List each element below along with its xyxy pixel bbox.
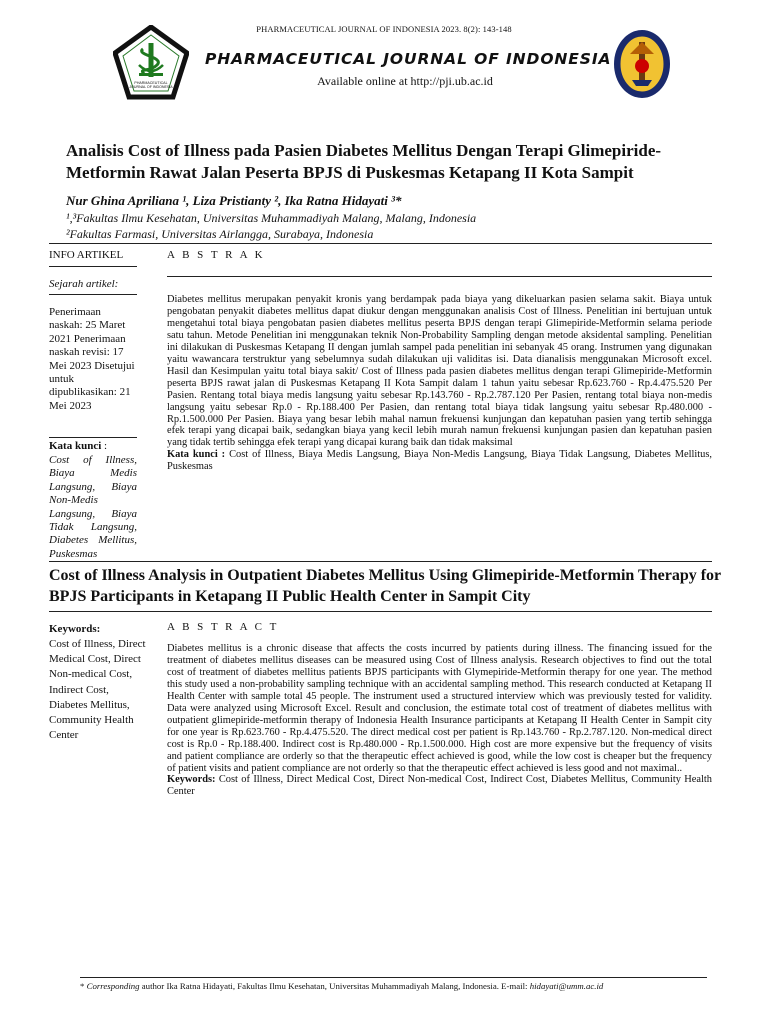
divider-middle xyxy=(49,561,712,562)
footnote-corresponding: Corresponding xyxy=(86,981,140,991)
kata-kunci-list: Cost of Illness, Biaya Medis Langsung, Biaya Non-Medis Langsung, Biaya Tidak Langsung, Diabetes Mellitus, Puskesmas xyxy=(49,454,137,560)
abstract-heading: A B S T R A C T xyxy=(167,621,279,633)
journal-availability: Available online at http://pji.ub.ac.id xyxy=(317,74,493,88)
footer-divider xyxy=(80,977,707,978)
info-heading: INFO ARTIKEL xyxy=(49,249,124,261)
paper-title-en: Cost of Illness Analysis in Outpatient Diabetes Mellitus Using Glimepiride-Metformin Therapy for BPJS Participants in Ketapang II Public Health Center in Sampit City xyxy=(49,567,721,605)
footnote-text: author Ika Ratna Hidayati, Fakultas Ilmu Kesehatan, Universitas Muhammadiyah Malang, Indonesia. E-mail: xyxy=(141,981,528,991)
abstrak-keywords-label: Kata kunci : xyxy=(167,449,226,461)
kata-kunci-colon: : xyxy=(101,440,108,452)
keywords-side-label: Keywords: xyxy=(49,623,101,635)
divider-en xyxy=(49,611,712,612)
footnote xyxy=(80,981,603,991)
abstract-keywords-label: Keywords: xyxy=(167,774,216,786)
abstrak-text: Diabetes mellitus merupakan penyakit kronis yang berdampak pada biaya yang dikeluarkan pasien selama sakit. Biaya untuk pengobatan penyakit diabetes mellitus dapat diukur dengan menggunakan analisis Cost of Illness. Penelitian ini bertujuan untuk mengetahui total biaya pengobatan pasien diabetes mellitus peserta BPJS dengan terapi Glimepiride-Metformin selama periode satu tahun. Metode Penelitian ini menggunakan teknik Non-Probability Sampling dengan metode aksidental sampling. Penelitian ini dilakukan di Puskesmas Ketapang II dengan jumlah sampel pada penelitian ini sebanyak 45 orang. Instrumen yang digunakan yaitu wawancara terstruktur yang sebelumnya sudah dilakukan uji validitas isi. Data dianalisis menggunakan Microsoft excel. Hasil dan Kesimpulan yaitu total biaya sakit/ Cost of Illness pada pasien diabetes mellitus dengan terapi Glimepiride-Metformin peserta BPJS rawat jalan di Puskesmas Ketapang II Kota Sampit dalam 1 tahun yaitu sebesar Rp.623.760 - Rp.4.475.520 Per Pasien. Rentang total biaya medis langsung yaitu sebesar Rp.143.760 - Rp.2.787.120 Per Pasien, rentang total biaya non-medis langsung yaitu sebesar Rp.0 - Rp.188.400 Per Pasien, dan rentang total biaya tidak langsung yaitu sebesar Rp.480.000 - Rp.1.500.000 Per Pasien. Biaya yang besar lebih mahal namun frekuensi kunjungan dan kepatuhan pasien yang tertib sehingga efek terapi yang dicapai baik, sedangkan biaya yang kecil lebih murah namun frekuensi kunjungan pasien dan kepatuhan pasien yang tidak tertib sehingga efek terapi yang dicapai kurang baik dan tidak maksimal xyxy=(167,294,712,449)
journal-title: PHARMACEUTICAL JOURNAL OF INDONESIA xyxy=(205,50,612,68)
university-crest-icon xyxy=(612,28,672,100)
affiliation-2: ²Fakultas Farmasi, Universitas Airlangga, Surabaya, Indonesia xyxy=(66,227,374,241)
info-divider xyxy=(49,266,137,267)
university-crest xyxy=(612,28,672,100)
history-text: Penerimaan naskah: 25 Maret 2021 Penerimaan naskah revisi: 17 Mei 2023 Disetujui untuk dipublikasikan: 21 Mei 2023 xyxy=(49,306,135,412)
abstract-text: Diabetes mellitus is a chronic disease that affects the costs incurred by patients during illness. The financing issued for the treatment of diabetes mellitus diseases can be measured using Cost of Illness analysis. Research objectives to find out the total cost of treatment of diabetes mellitus patients BPJS participants with Glymepiride-Metformin therapy for one year. The method this study used a non-probability sampling technique with an accidental sampling method. This research conducted at Ketapang II Health Center with sample total 45 people. The instrument used a structured interview which was previously tested for validity. Data were analyzed using Microsoft Excel. Result and conclusion, the estimate total cost of treatment of diabetes mellitus with outpatient glimepiride-metformin therapy of Indonesia Health Insurance participants at Ketapang II Health Center in Sampit city for one year is Rp.623.760 - Rp.4.475.520. The direct medical cost per patient is Rp.143.760 - Rp.2.787.120. Non-medical direct cost is Rp.0 - Rp.188.400. Indirect cost is Rp.480.000 - Rp.1.500.000. High cost are more expensive but the frequency of visits and patient compliance are orderly so that the therapeutic effect achieved is good, while the low cost is cheaper but the frequency of patient visits and patient compliance are not orderly so that the therapeutic effect achieved is less good and not maximal.. xyxy=(167,643,712,774)
svg-text:JOURNAL OF INDONESIA: JOURNAL OF INDONESIA xyxy=(129,85,173,89)
abstrak-heading: A B S T R A K xyxy=(167,249,266,261)
abstrak-body xyxy=(167,294,712,473)
svg-text:PHARMACEUTICAL: PHARMACEUTICAL xyxy=(134,81,168,85)
affiliation-1: ¹,³Fakultas Ilmu Kesehatan, Universitas Muhammadiyah Malang, Malang, Indonesia xyxy=(66,211,477,225)
abstrak-divider xyxy=(167,276,712,277)
abstract-keywords: Cost of Illness, Direct Medical Cost, Direct Non-medical Cost, Indirect Cost, Diabetes Mellitus, Community Health Center xyxy=(167,774,712,798)
divider-top xyxy=(49,243,712,244)
running-head: PHARMACEUTICAL JOURNAL OF INDONESIA 2023. 8(2): 143-148 xyxy=(256,24,512,34)
abstrak-keywords: Cost of Illness, Biaya Medis Langsung, Biaya Non-Medis Langsung, Biaya Tidak Langsung, Diabetes Mellitus, Puskesmas xyxy=(167,449,712,473)
paper-title-id: Analisis Cost of Illness pada Pasien Diabetes Mellitus Dengan Terapi Glimepiride-Metformin Rawat Jalan Peserta BPJS di Puskesmas Ketapang II Kota Sampit xyxy=(66,141,662,182)
authors: Nur Ghina Apriliana ¹, Liza Pristianty ², Ika Ratna Hidayati ³* xyxy=(66,193,402,208)
history-label: Sejarah artikel: xyxy=(49,278,119,290)
kata-kunci-label: Kata kunci xyxy=(49,440,102,452)
kata-kunci-block xyxy=(49,440,137,453)
journal-logo xyxy=(113,25,189,101)
keywords-divider xyxy=(49,437,137,438)
history-divider xyxy=(49,294,137,295)
keywords-side-list: Cost of Illness, Direct Medical Cost, Direct Non-medical Cost, Indirect Cost, Diabetes Mellitus, Community Health Center xyxy=(49,638,146,742)
journal-logo-icon xyxy=(113,25,189,101)
footnote-star: * xyxy=(80,981,85,991)
footnote-email[interactable]: hidayati@umm.ac.id xyxy=(529,981,604,991)
abstract-body xyxy=(167,643,712,798)
